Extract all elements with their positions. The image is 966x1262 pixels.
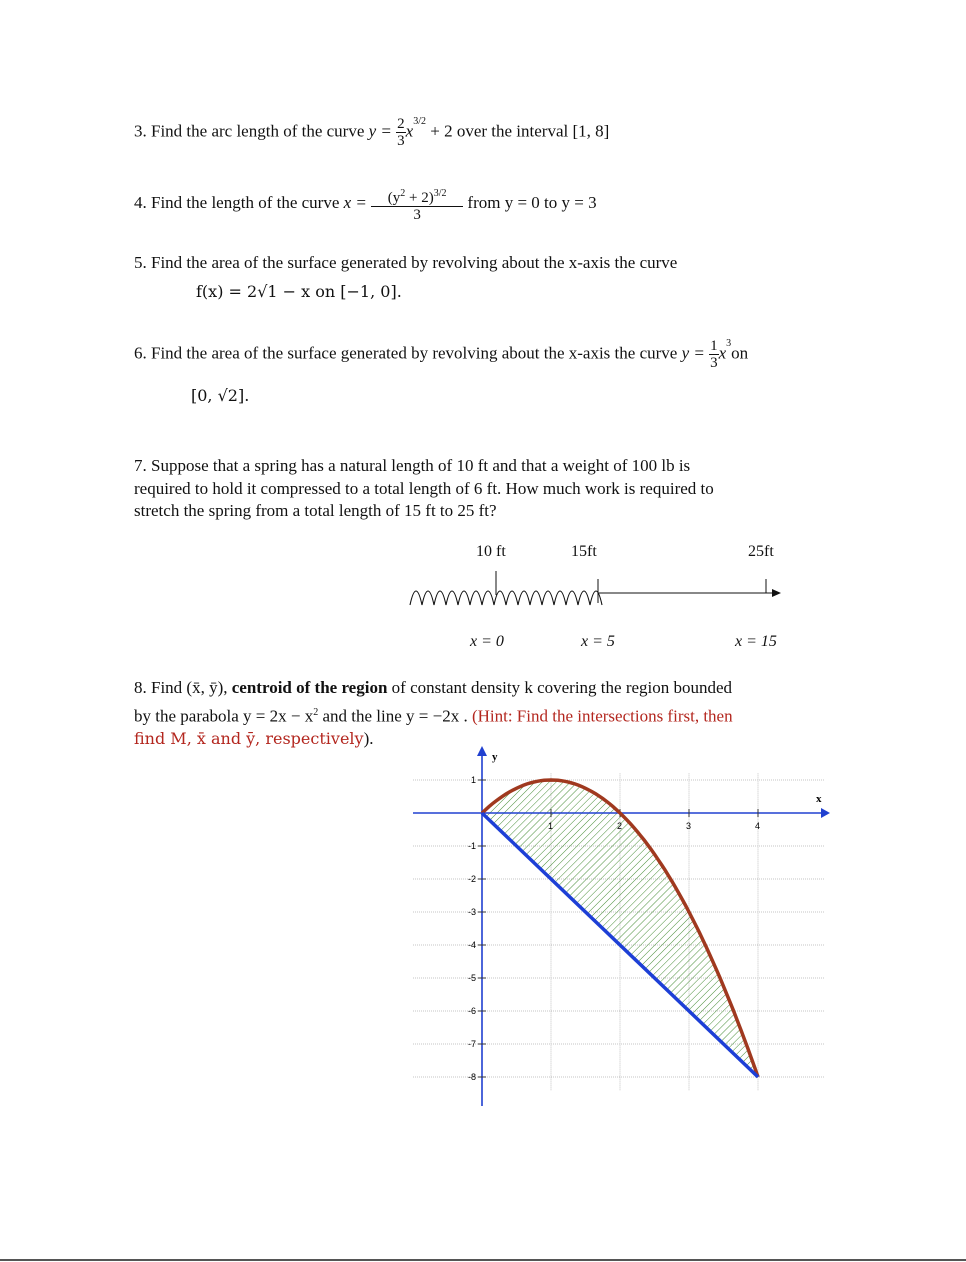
y-tick-label: -3	[467, 907, 476, 917]
spring-coil	[410, 591, 602, 605]
problem-7-line2: required to hold it compressed to a total length of 6 ft. How much work is required to	[134, 479, 714, 498]
y-axis-arrow	[477, 746, 487, 756]
problem-8-rest1: of constant density k covering the region bounded	[387, 678, 733, 697]
problem-5-line1: 5. Find the area of the surface generated by revolving about the x-axis the curve	[134, 253, 678, 272]
problem-3	[134, 106, 609, 150]
x-tick-label: 3	[686, 821, 692, 831]
y-tick-label: -1	[467, 841, 476, 851]
problem-4-num-sq: 2	[400, 187, 406, 199]
problem-6-exponent: 3	[726, 338, 732, 349]
problem-6-lead: 6. Find the area of the surface generated by revolving about the x-axis the curve	[134, 343, 678, 363]
problem-3-tail: + 2	[430, 121, 453, 141]
spring-x15-label: x = 15	[735, 633, 777, 650]
problem-6-numerator: 1	[710, 338, 718, 355]
problem-8-hint2: find M, x̄ and ȳ, respectively	[134, 729, 364, 748]
spring-label-15ft: 15ft	[571, 543, 597, 560]
problem-4-num-base: (y	[387, 189, 401, 206]
problem-3-y-eq: y =	[368, 121, 392, 141]
spring-label-25ft: 25ft	[748, 543, 774, 560]
problem-8-close: ).	[363, 729, 374, 748]
problem-3-fraction	[396, 116, 406, 149]
problem-4-num-tail: + 2)	[405, 189, 434, 206]
problem-4-denominator: 3	[371, 206, 463, 223]
centroid-graph	[405, 742, 835, 1112]
y-tick-label: -4	[467, 940, 476, 950]
problem-6-x: x	[718, 343, 727, 363]
x-tick-label: 1	[548, 821, 554, 831]
y-tick-label: -7	[467, 1039, 476, 1049]
problem-6-interval: [0, √2].	[191, 386, 250, 405]
problem-8-line1	[134, 677, 732, 699]
y-tick-label: -2	[467, 874, 476, 884]
problem-4-range: from y = 0 to y = 3	[467, 193, 597, 212]
x-tick-label: 4	[755, 821, 761, 831]
problem-6	[134, 328, 748, 372]
y-tick-label: 1	[470, 775, 476, 785]
y-tick-label: -5	[467, 973, 476, 983]
problem-6-on: on	[731, 343, 749, 363]
problem-8-line3	[134, 727, 373, 751]
problem-3-interval: over the interval [1, 8]	[456, 121, 610, 141]
problem-4-numerator	[371, 186, 463, 206]
x-axis-arrow	[821, 808, 830, 818]
problem-8-line-eq: and the line y = −2x .	[318, 706, 472, 726]
y-tick-label: -8	[467, 1072, 476, 1082]
problem-4-num-exp: 3/2	[433, 187, 447, 199]
spring-x5-label: x = 5	[581, 633, 615, 650]
spring-arrowhead	[772, 589, 781, 597]
spring-diagram	[400, 565, 790, 615]
problem-5-line2: f(x) = 2√1 − x on [−1, 0].	[196, 282, 402, 301]
x-axis-label: x	[816, 793, 822, 805]
x-tick-label: 2	[617, 821, 623, 831]
spring-label-10ft: 10 ft	[476, 543, 506, 560]
problem-6-fraction	[709, 338, 719, 371]
problem-4-x-eq: x =	[343, 193, 367, 212]
problem-3-denominator: 3	[397, 133, 405, 150]
problem-8-lead: 8. Find (x̄, ȳ),	[134, 678, 232, 697]
problem-3-exponent: 3/2	[413, 116, 426, 127]
spring-x0-label: x = 0	[470, 633, 504, 650]
problem-7-line3: stretch the spring from a total length of 15 ft to 25 ft?	[134, 501, 497, 520]
problem-8-bold: centroid of the region	[231, 678, 388, 697]
problem-3-numerator: 2	[397, 116, 405, 133]
problem-4	[134, 180, 597, 226]
problem-6-denominator: 3	[710, 355, 718, 372]
problem-7-line1: 7. Suppose that a spring has a natural length of 10 ft and that a weight of 100 lb is	[134, 456, 691, 475]
problem-8-hint1: (Hint: Find the intersections first, then	[471, 706, 733, 726]
y-tick-label: -6	[467, 1006, 476, 1016]
problem-8-square: 2	[313, 707, 319, 718]
problem-4-fraction	[371, 186, 463, 223]
problem-8-line2	[134, 702, 733, 728]
problem-8-parabola: by the parabola y = 2x − x	[134, 706, 314, 726]
problem-6-y-eq: y =	[681, 343, 705, 363]
problem-3-lead: 3. Find the arc length of the curve	[134, 121, 365, 141]
page-bottom-rule	[0, 1259, 966, 1261]
y-axis-label: y	[492, 751, 498, 763]
problem-3-x: x	[405, 121, 414, 141]
problem-4-lead: 4. Find the length of the curve	[134, 193, 340, 212]
